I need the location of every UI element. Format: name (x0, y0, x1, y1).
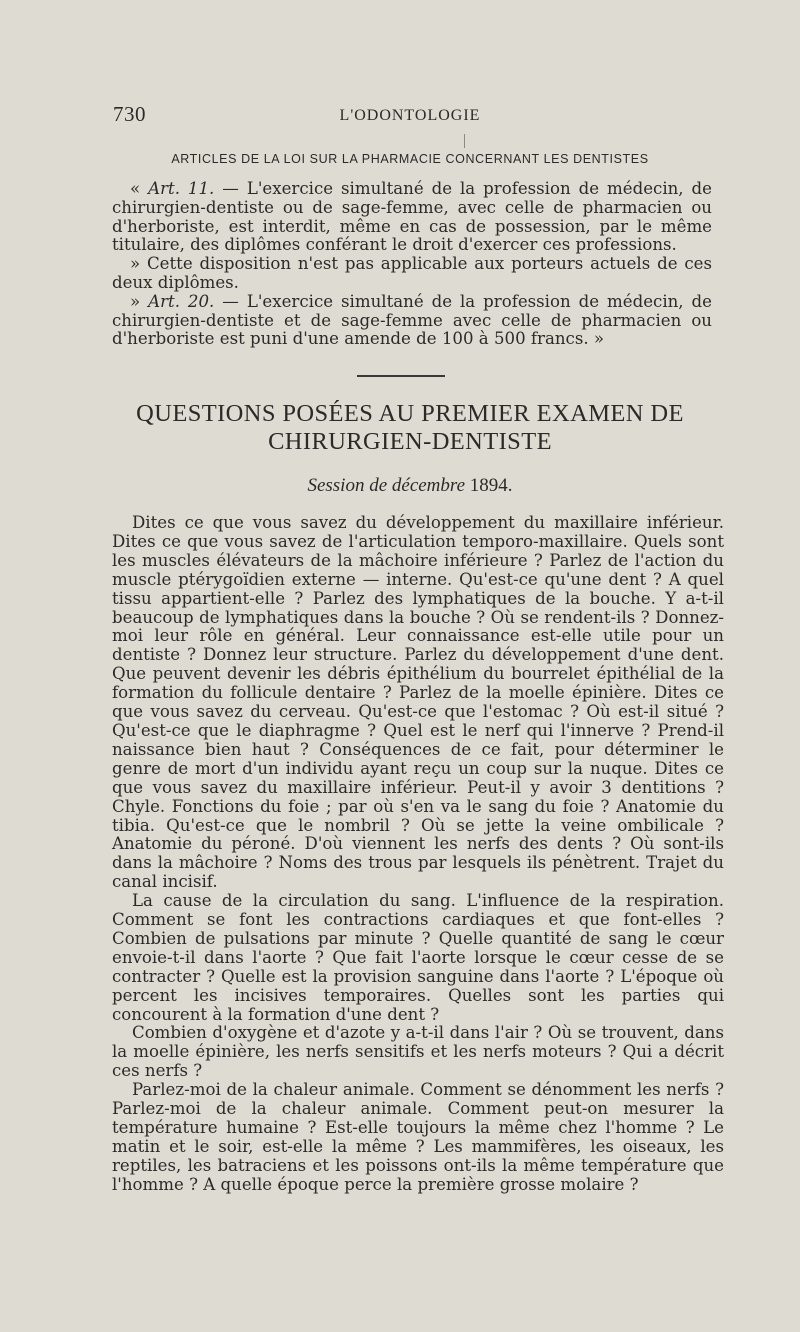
running-head (110, 102, 710, 130)
exam-title-line: CHIRURGIEN-DENTISTE (268, 428, 552, 455)
law-paragraph: « Art. 11. — L'exercice simultané de la profession de médecin, de chirurgien-dentiste ou de sage-femme, avec celle de pharmacien ou d'herboriste, est interdit, même en cas de possession, par le même titulaire, des diplômes conférant le droit d'exercer ces professions. (112, 179, 712, 255)
journal-title: L'ODONTOLOGIE (339, 107, 481, 124)
question-paragraph: Combien d'oxygène et d'azote y a-t-il dans l'air ? Où se trouvent, dans la moelle épinière, les nerfs sensitifs et les nerfs moteurs ? Qui a décrit ces nerfs ? (112, 1023, 724, 1081)
law-articles (112, 180, 712, 349)
question-paragraph: Dites ce que vous savez du développement du maxillaire inférieur. Dites ce que vous savez de l'articulation temporo-maxillaire. Quels sont les muscles élévateurs de la mâchoire inférieure ? Parlez de l'action du muscle ptérygoïdien externe — interne. Qu'est-ce qu'une dent ? A quel tissu appartient-elle ? Parlez des lymphatiques de la bouche. Y a-t-il beaucoup de lymphatiques dans la bouche ? Où se rendent-ils ? Donnez-moi leur rôle en général. Leur connaissance est-elle utile pour un dentiste ? Donnez leur structure. Parlez du développement d'une dent. Que peuvent devenir les débris épithélium du bourrelet épithélial de la formation du follicule dentaire ? Parlez de la moelle épinière. Dites ce que vous savez du cerveau. Qu'est-ce que l'estomac ? Où est-il situé ? Qu'est-ce que le diaphragme ? Quel est le nerf qui l'innerve ? Prend-il naissance bien haut ? Conséquences de ce fait, pour déterminer le genre de mort d'un individu ayant reçu un coup sur la nuque. Dites ce que vous savez du maxillaire inférieur. Peut-il y avoir 3 dentitions ? Chyle. Fonctions du foie ; par où s'en va le sang du foie ? Anatomie du tibia. Qu'est-ce que le nombril ? Où se jette la veine ombilicale ? Anatomie du péroné. D'où viennent les nerfs des dents ? Où sont-ils dans la mâchoire ? Noms des trous par lesquels ils pénètrent. Trajet du canal incisif. (112, 513, 724, 892)
law-paragraph: » Art. 20. — L'exercice simultané de la profession de médecin, de chirurgien-dentiste et de sage-femme avec celle de pharmacien ou d'herboriste est puni d'une amende de 100 à 500 francs. » (112, 291, 712, 349)
paper-mark (464, 134, 465, 148)
law-paragraph: » Cette disposition n'est pas applicable aux porteurs actuels de ces deux diplômes. (112, 254, 712, 292)
question-paragraph: La cause de la circulation du sang. L'influence de la respiration. Comment se font les contractions cardiaques et que font-elles ? Combien de pulsations par minute ? Quelle quantité de sang le cœur envoie-t-il dans l'aorte ? Que fait l'aorte lorsque le cœur cesse de se contracter ? Quelle est la provision sanguine dans l'aorte ? L'époque où percent les incisives temporaires. Quelles sont les parties qui concourent à la formation d'une dent ? (112, 891, 724, 1024)
article-ref: Art. 11. (148, 179, 215, 198)
question-paragraph: Parlez-moi de la chaleur animale. Comment se dénomment les nerfs ? Parlez-moi de la chaleur animale. Comment peut-on mesurer la température humaine ? Est-elle toujours la même chez l'homme ? Le matin et le soir, est-elle la même ? Les mammifères, les oiseaux, les reptiles, les batraciens et les poissons ont-ils la même température que l'homme ? A quelle époque perce la première grosse molaire ? (112, 1080, 724, 1194)
session-year: 1894. (469, 475, 513, 496)
exam-title (110, 400, 710, 456)
exam-questions (112, 514, 724, 1195)
session-subtitle (110, 475, 710, 497)
section-divider (357, 375, 445, 377)
session-label: Session de décembre (307, 475, 466, 496)
page-number: 730 (113, 102, 146, 126)
exam-title-line: QUESTIONS POSÉES AU PREMIER EXAMEN DE (136, 400, 684, 427)
law-section-heading: ARTICLES DE LA LOI SUR LA PHARMACIE CONCERNANT LES DENTISTES (171, 152, 649, 166)
article-ref: Art. 20. (148, 291, 215, 311)
